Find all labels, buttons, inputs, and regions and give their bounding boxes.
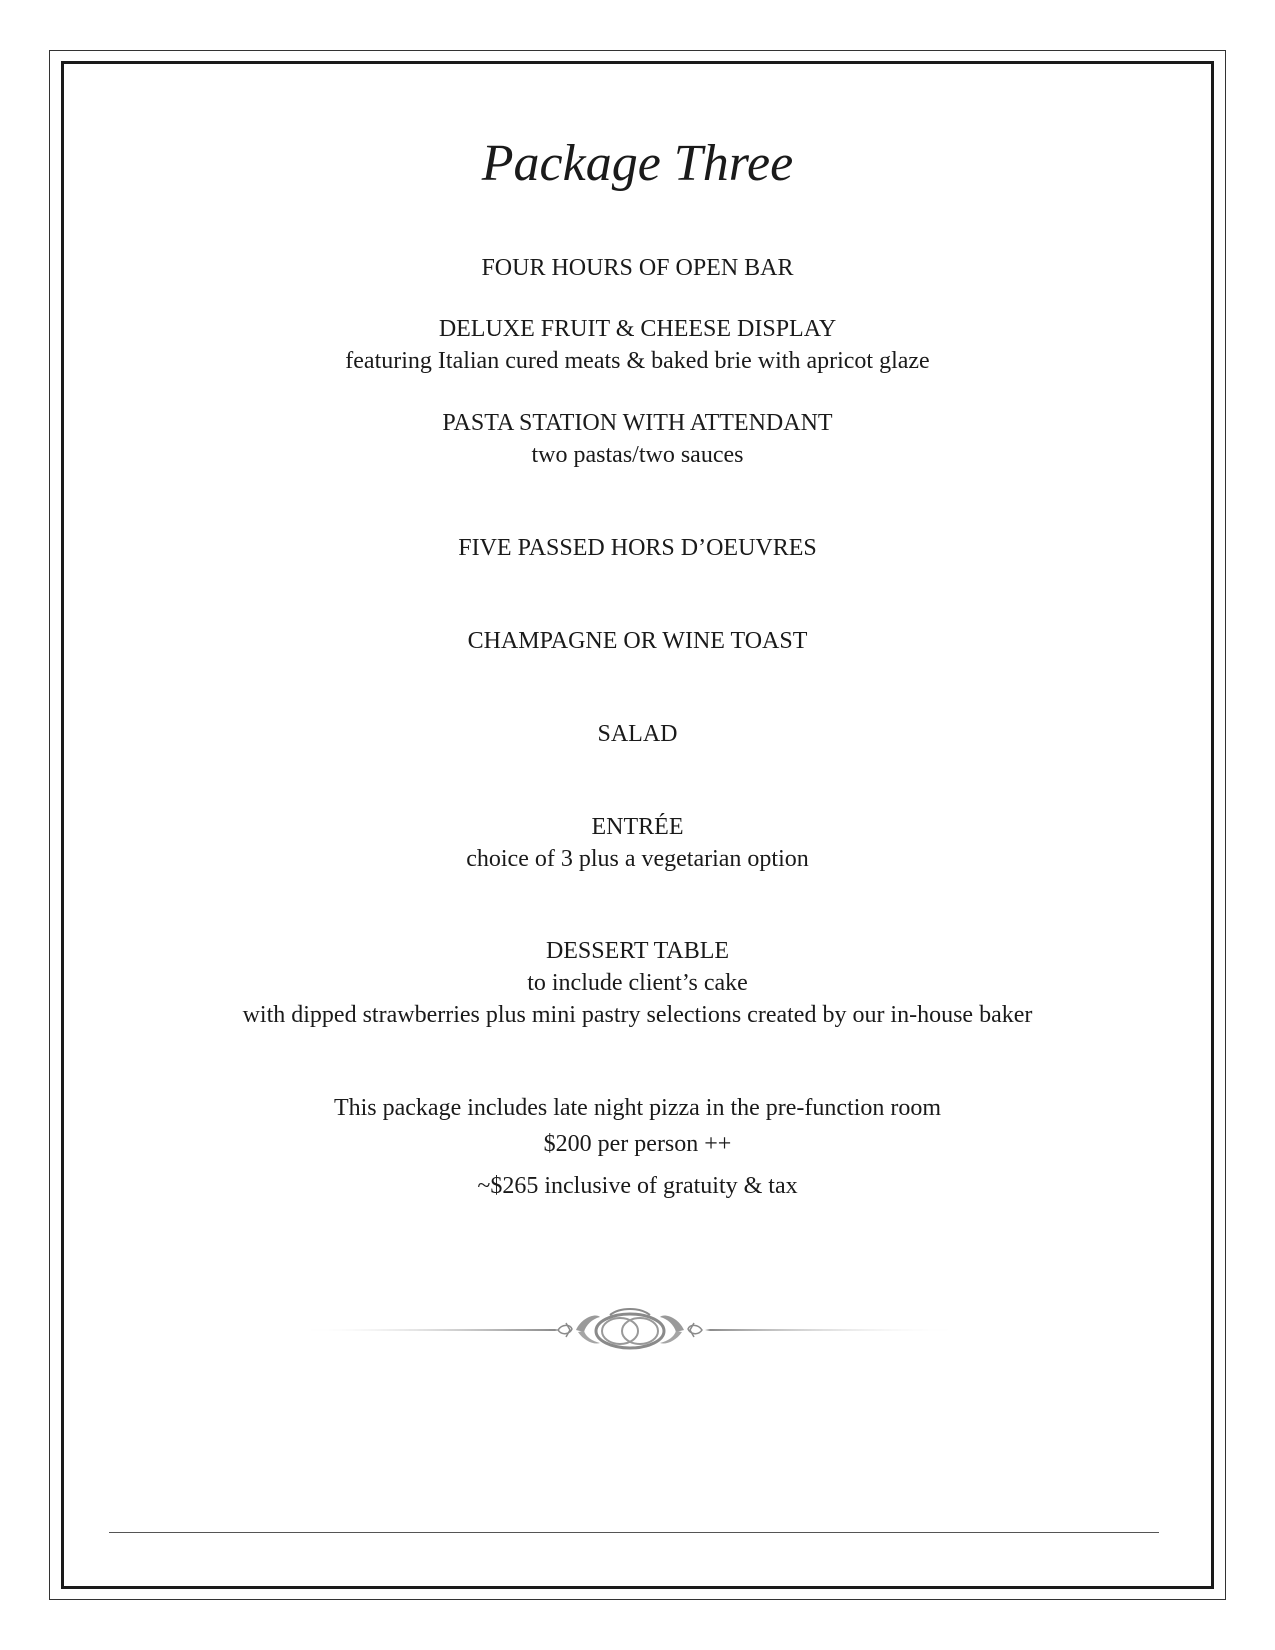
section-detail2-dessert: with dipped strawberries plus mini pastry selections created by our in-house baker (242, 1002, 1033, 1028)
section-heading-entree: ENTRÉE (591, 814, 684, 840)
section-detail-fruit-cheese: featuring Italian cured meats & baked brie with apricot glaze (345, 348, 930, 374)
section-detail-entree: choice of 3 plus a vegetarian option (466, 846, 809, 872)
page-title: Package Three (481, 135, 794, 192)
pricing-note: This package includes late night pizza in the pre-function room (333, 1095, 942, 1121)
pricing-price: $200 per person ++ (543, 1131, 732, 1157)
section-detail-dessert: to include client’s cake (527, 970, 748, 996)
section-heading-hors-doeuvres: FIVE PASSED HORS D’OEUVRES (458, 535, 817, 561)
section-heading-fruit-cheese: DELUXE FRUIT & CHEESE DISPLAY (438, 316, 837, 342)
section-detail-pasta-station: two pastas/two sauces (531, 442, 744, 468)
section-heading-pasta-station: PASTA STATION WITH ATTENDANT (442, 410, 833, 436)
flourish-divider-icon (300, 1305, 960, 1355)
pricing-inclusive: ~$265 inclusive of gratuity & tax (477, 1173, 798, 1199)
section-heading-salad: SALAD (597, 721, 678, 747)
section-heading-open-bar: FOUR HOURS OF OPEN BAR (481, 255, 794, 281)
section-heading-dessert: DESSERT TABLE (545, 938, 730, 964)
footer-divider (109, 1532, 1159, 1533)
section-heading-toast: CHAMPAGNE OR WINE TOAST (467, 628, 808, 654)
